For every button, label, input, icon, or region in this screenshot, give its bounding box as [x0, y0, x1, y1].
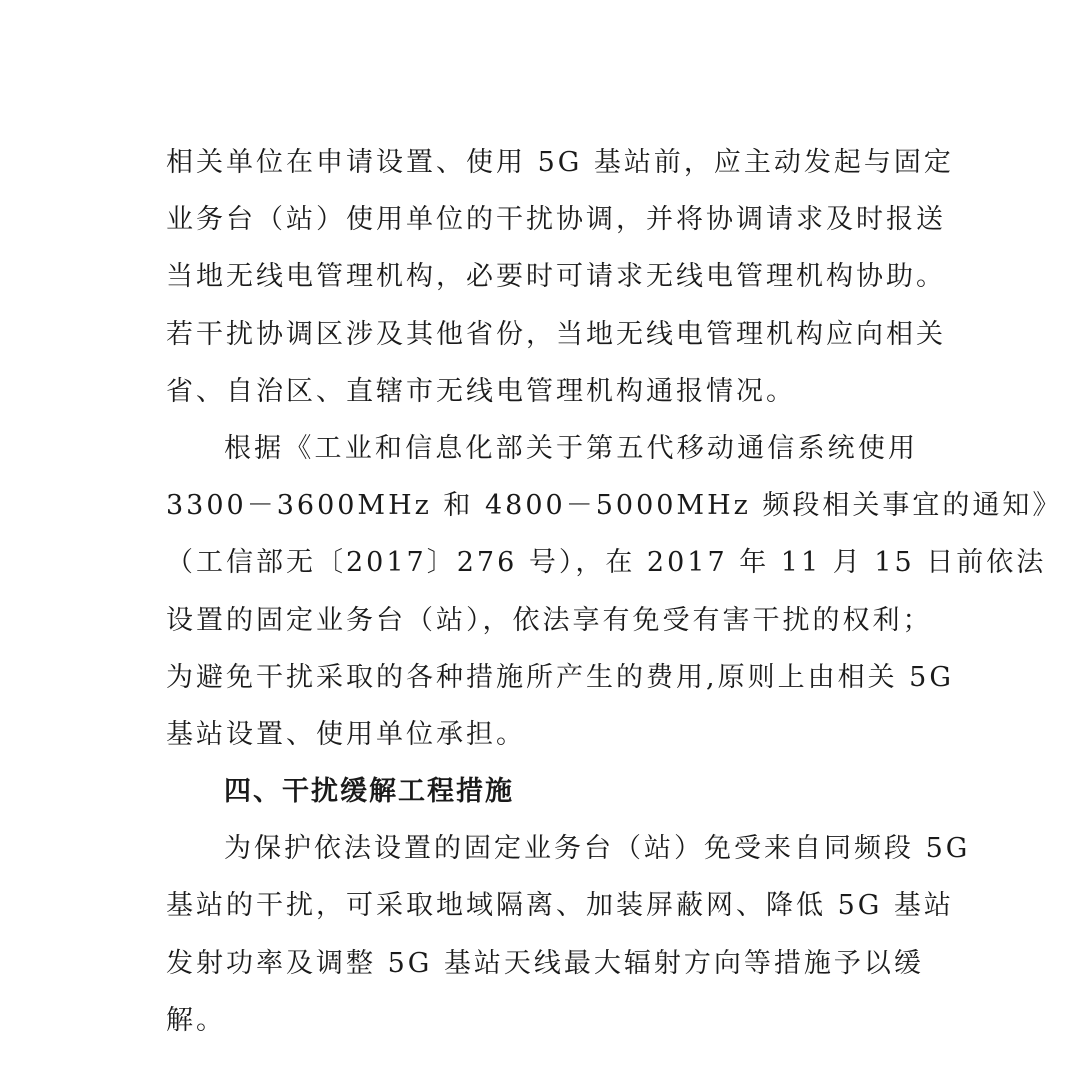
- text-line: 基站设置、使用单位承担。: [166, 718, 526, 750]
- text-line: 3300－3600MHz 和 4800－5000MHz 频段相关事宜的通知》: [166, 490, 1063, 522]
- paragraph-mitigation-measures: [166, 820, 971, 1049]
- text-line: 根据《工业和信息化部关于第五代移动通信系统使用: [224, 432, 918, 464]
- text-line: 发射功率及调整 5G 基站天线最大辐射方向等措施予以缓: [166, 947, 924, 979]
- text-line: 为保护依法设置的固定业务台（站）免受来自同频段 5G: [224, 833, 971, 865]
- text-line: 业务台（站）使用单位的干扰协调，并将协调请求及时报送: [166, 204, 946, 236]
- text-line: 为避免干扰采取的各种措施所产生的费用,原则上由相关 5G: [166, 661, 954, 693]
- section-heading: 四、干扰缓解工程措施: [224, 776, 514, 808]
- text-line: 设置的固定业务台（站），依法享有免受有害干扰的权利；: [166, 604, 933, 636]
- text-line: 相关单位在申请设置、使用 5G 基站前，应主动发起与固定: [166, 147, 954, 178]
- document-body: [166, 134, 1063, 1049]
- text-line: 解。: [166, 1004, 226, 1036]
- paragraph-notice-reference: [166, 420, 1063, 763]
- text-line: （工信部无〔2017〕276 号），在 2017 年 11 月 15 日前依法: [166, 547, 1047, 579]
- text-line: 当地无线电管理机构，必要时可请求无线电管理机构协助。: [166, 261, 946, 293]
- text-line: 基站的干扰，可采取地域隔离、加装屏蔽网、降低 5G 基站: [166, 890, 954, 922]
- paragraph-interference-coordination: [166, 134, 954, 420]
- text-line: 省、自治区、直辖市无线电管理机构通报情况。: [166, 375, 796, 407]
- text-line: 若干扰协调区涉及其他省份，当地无线电管理机构应向相关: [166, 318, 946, 350]
